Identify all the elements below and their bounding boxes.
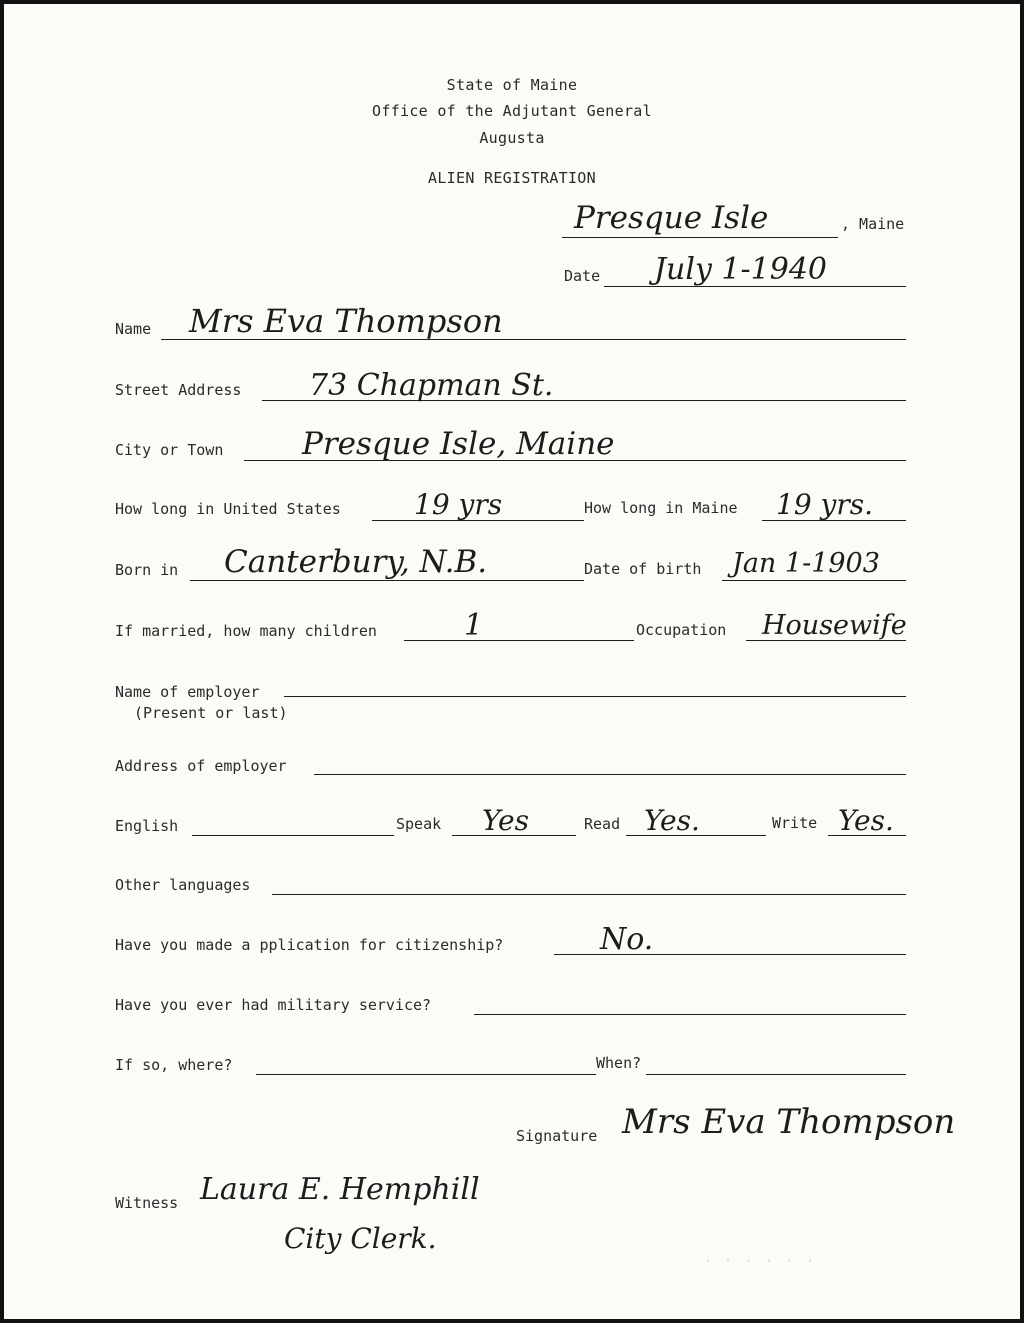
occupation-entry: Housewife [762, 610, 907, 641]
occupation-label: Occupation [636, 621, 727, 639]
when-line [646, 1074, 906, 1075]
header-city: Augusta [479, 129, 545, 147]
where-label: If so, where? [115, 1056, 233, 1074]
employer-note: (Present or last) [134, 704, 288, 722]
read-label: Read [584, 815, 621, 833]
read-entry: Yes. [644, 804, 700, 837]
speak-entry: Yes [482, 804, 529, 837]
how-long-us-entry: 19 yrs [414, 488, 503, 521]
how-long-us-label: How long in United States [115, 500, 341, 518]
date-of-birth-line [722, 580, 906, 581]
registration-form [4, 4, 1020, 1319]
town-entry: Presque Isle [574, 200, 769, 236]
how-long-me-label: How long in Maine [584, 499, 738, 517]
military-label: Have you ever had military service? [115, 996, 432, 1014]
header-office: Office of the Adjutant General [372, 102, 652, 120]
city-town-entry: Presque Isle, Maine [302, 426, 615, 462]
children-entry: 1 [464, 608, 484, 643]
street-label: Street Address [115, 381, 242, 399]
children-label: If married, how many children [115, 622, 377, 640]
employer-line [284, 696, 906, 697]
employer-label: Name of employer [115, 683, 260, 701]
date-entry: July 1-1940 [654, 252, 827, 287]
date-of-birth-entry: Jan 1-1903 [732, 548, 880, 579]
english-label: English [115, 817, 179, 835]
signature-entry: Mrs Eva Thompson [622, 1102, 956, 1142]
speak-label: Speak [396, 815, 442, 833]
military-line [474, 1014, 906, 1015]
when-label: When? [596, 1054, 642, 1072]
employer-address-line [314, 774, 906, 775]
name-entry: Mrs Eva Thompson [189, 302, 503, 340]
witness-title: City Clerk. [284, 1222, 437, 1255]
date-label: Date [564, 267, 601, 285]
maine-label: , Maine [841, 215, 905, 233]
city-town-label: City or Town [115, 441, 224, 459]
employer-address-label: Address of employer [115, 757, 287, 775]
name-label: Name [115, 320, 152, 338]
where-line [256, 1074, 596, 1075]
born-in-entry: Canterbury, N.B. [224, 544, 488, 580]
witness-entry: Laura E. Hemphill [200, 1172, 480, 1207]
citizenship-entry: No. [600, 922, 654, 957]
born-in-label: Born in [115, 561, 179, 579]
other-languages-label: Other languages [115, 876, 251, 894]
date-of-birth-label: Date of birth [584, 560, 702, 578]
form-title: ALIEN REGISTRATION [428, 169, 596, 187]
children-line [404, 640, 634, 641]
other-languages-line [272, 894, 906, 895]
citizenship-label: Have you made a pplication for citizenship? [115, 936, 504, 954]
signature-label: Signature [516, 1127, 598, 1145]
header-state: State of Maine [446, 76, 578, 94]
write-entry: Yes. [838, 804, 894, 837]
street-entry: 73 Chapman St. [309, 368, 554, 403]
town-line [562, 237, 838, 238]
english-line [192, 835, 394, 836]
how-long-me-entry: 19 yrs. [776, 488, 874, 521]
witness-label: Witness [115, 1194, 179, 1212]
born-in-line [190, 580, 584, 581]
paper-smudge: · · · · · · [704, 1254, 817, 1268]
write-label: Write [772, 814, 818, 832]
